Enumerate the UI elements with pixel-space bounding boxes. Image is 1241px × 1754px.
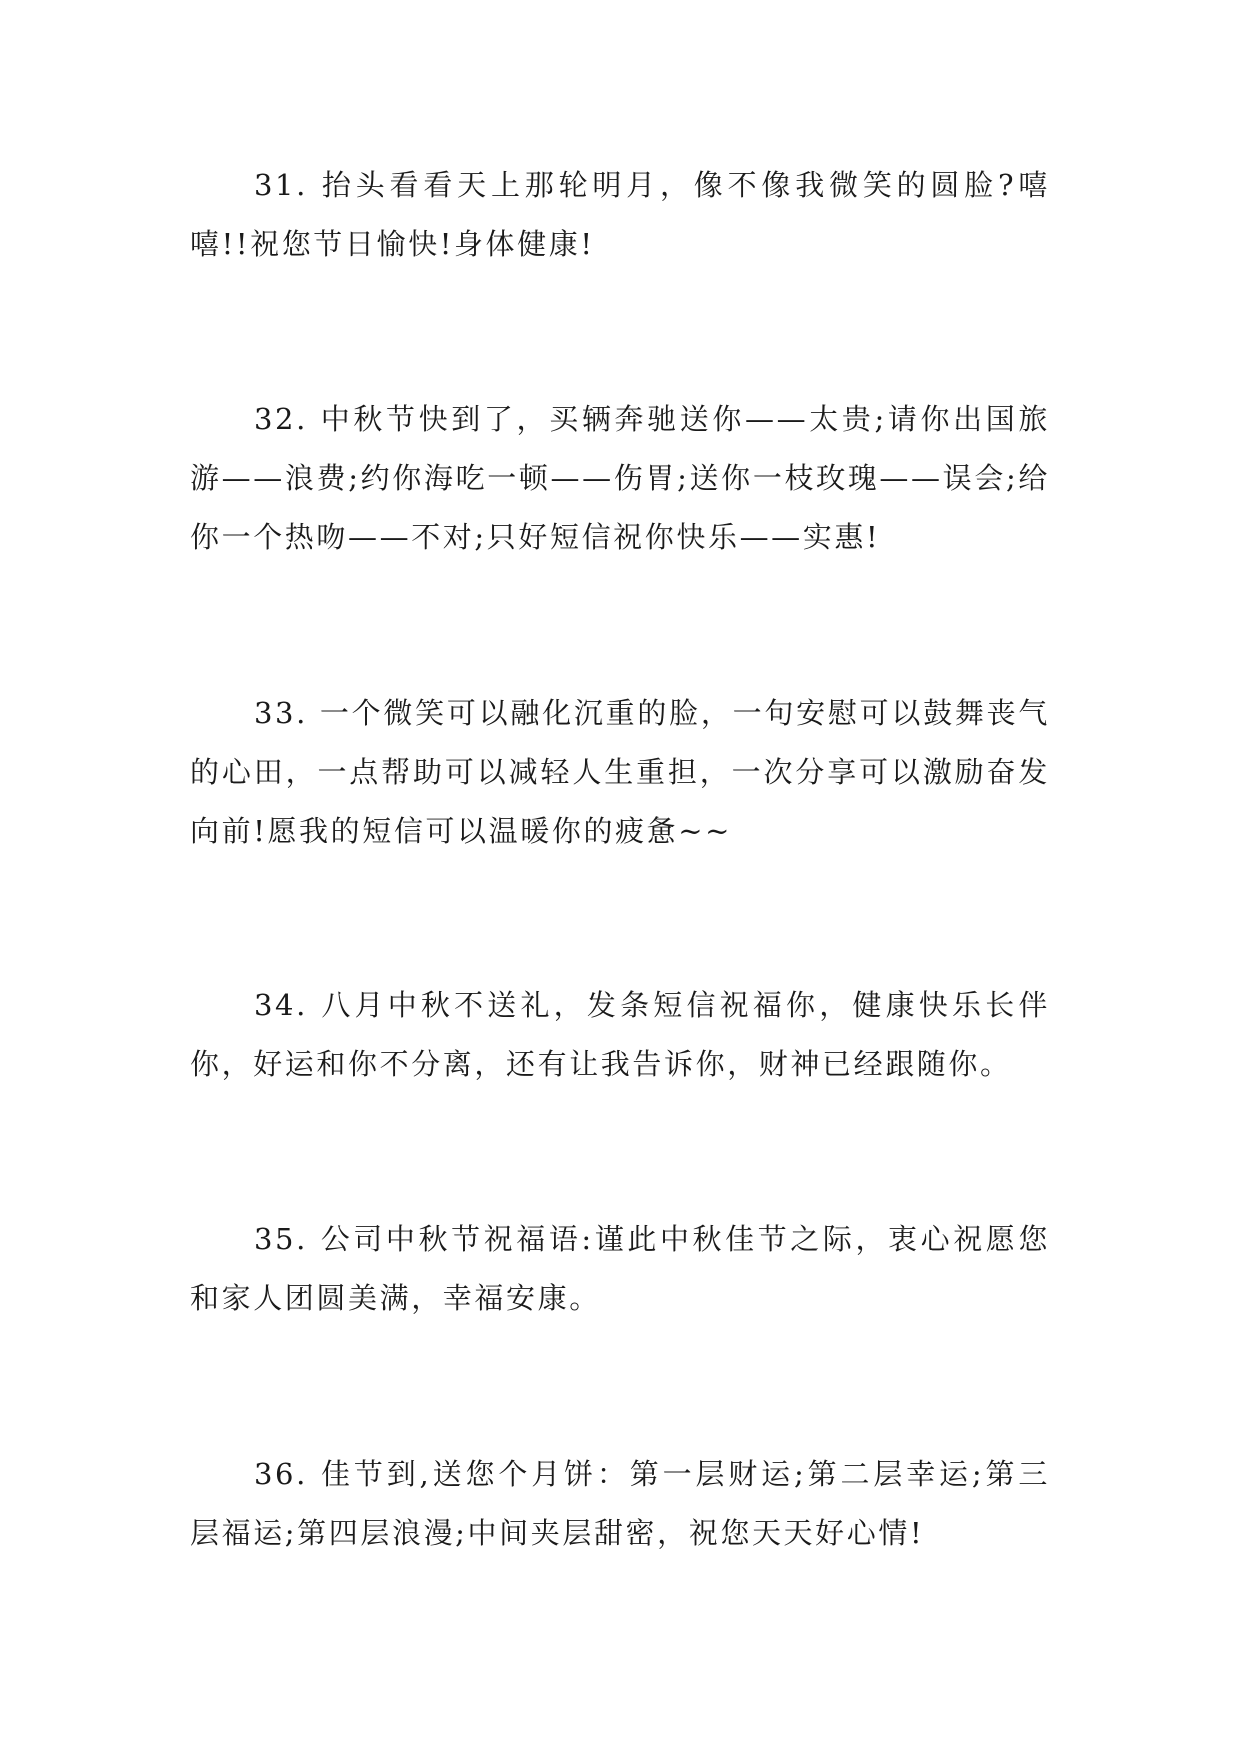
wish-paragraph-35: 35. 公司中秋节祝福语:谨此中秋佳节之际，衷心祝愿您和家人团圆美满，幸福安康。 [190,1222,1050,1315]
wish-paragraph-36: 36. 佳节到,送您个月饼：第一层财运;第二层幸运;第三层福运;第四层浪漫;中间夹层甜密，祝您天天好心情! [190,1457,1050,1550]
wish-paragraph-33: 33. 一个微笑可以融化沉重的脸，一句安慰可以鼓舞丧气的心田，一点帮助可以减轻人生重担，一次分享可以激励奋发向前!愿我的短信可以温暖你的疲惫~~ [190,696,1050,848]
wish-paragraph-31: 31. 抬头看看天上那轮明月，像不像我微笑的圆脸?嘻嘻!!祝您节日愉快!身体健康! [190,168,1050,261]
wish-paragraph-32: 32. 中秋节快到了，买辆奔驰送你——太贵;请你出国旅游——浪费;约你海吃一顿——伤胃;送你一枝玫瑰——误会;给你一个热吻——不对;只好短信祝你快乐——实惠! [190,402,1050,554]
wish-paragraph-34: 34. 八月中秋不送礼，发条短信祝福你，健康快乐长伴你，好运和你不分离，还有让我告诉你，财神已经跟随你。 [190,988,1050,1081]
